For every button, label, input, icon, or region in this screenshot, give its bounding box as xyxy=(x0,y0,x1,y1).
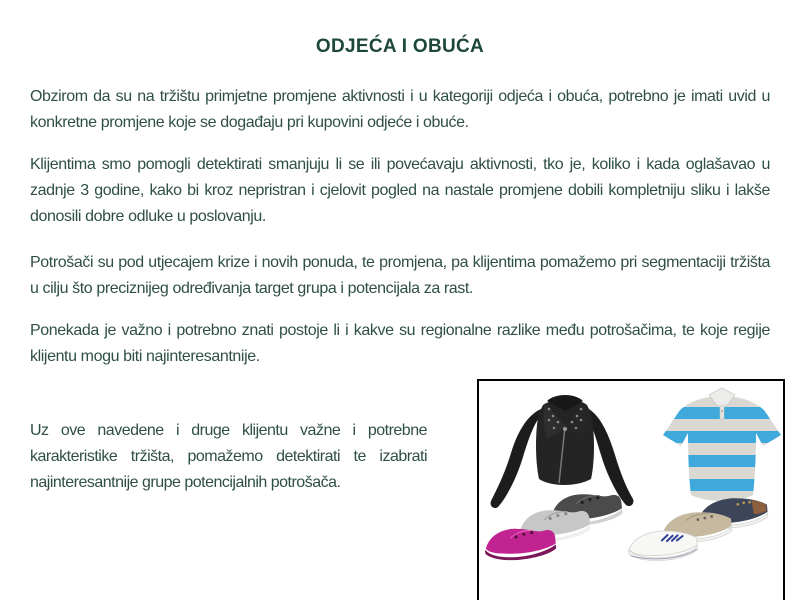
paragraph-target-groups: Uz ove navedene i druge klijentu važne i potrebne karakteristike tržišta, pomažemo detektirati te izabrati najinteresantnije grupe potencijalnih potrošača. xyxy=(30,422,427,491)
metallic-sneakers-group xyxy=(483,490,623,563)
clothing-footwear-image xyxy=(477,379,785,600)
striped-polo-icon xyxy=(663,388,781,501)
black-jacket-icon xyxy=(491,395,634,508)
pink-sneaker-icon xyxy=(483,525,556,562)
paragraph-regional-differences: Ponekada je važno i potrebno znati postoje li i kakve su regionalne razlike među potrošačima, te koje regije klijentu mogu biti najinteresantnije. xyxy=(30,322,770,365)
paragraph-market-changes: Obzirom da su na tržištu primjetne promjene aktivnosti i u kategoriji odjeća i obuća, potrebno je imati uvid u konkretne promjene koje se događaju pri kupovini odjeće i obuće. xyxy=(30,88,770,131)
paragraph-client-detection: Klijentima smo pomogli detektirati smanjuju li se ili povećavaju aktivnosti, tko je, koliko i kada oglašavao u zadnje 3 godine, kako bi kroz nepristran i cjelovit pogled na nastale promjene dobili kompletniju sliku i lakše donosili dobre odluke u poslovanju. xyxy=(30,156,770,225)
white-canvas-shoe-icon xyxy=(627,529,698,563)
paragraph-consumer-segmentation: Potrošači su pod utjecajem krize i novih ponuda, te promjena, pa klijentima pomažemo pri segmentaciji tržišta u cilju što preciznijeg određivanja target grupa i potencijala za rast. xyxy=(30,254,770,297)
canvas-shoes-group xyxy=(627,495,768,562)
page-title: ODJEĆA I OBUĆA xyxy=(315,36,485,57)
clothing-collage-svg xyxy=(479,381,783,600)
